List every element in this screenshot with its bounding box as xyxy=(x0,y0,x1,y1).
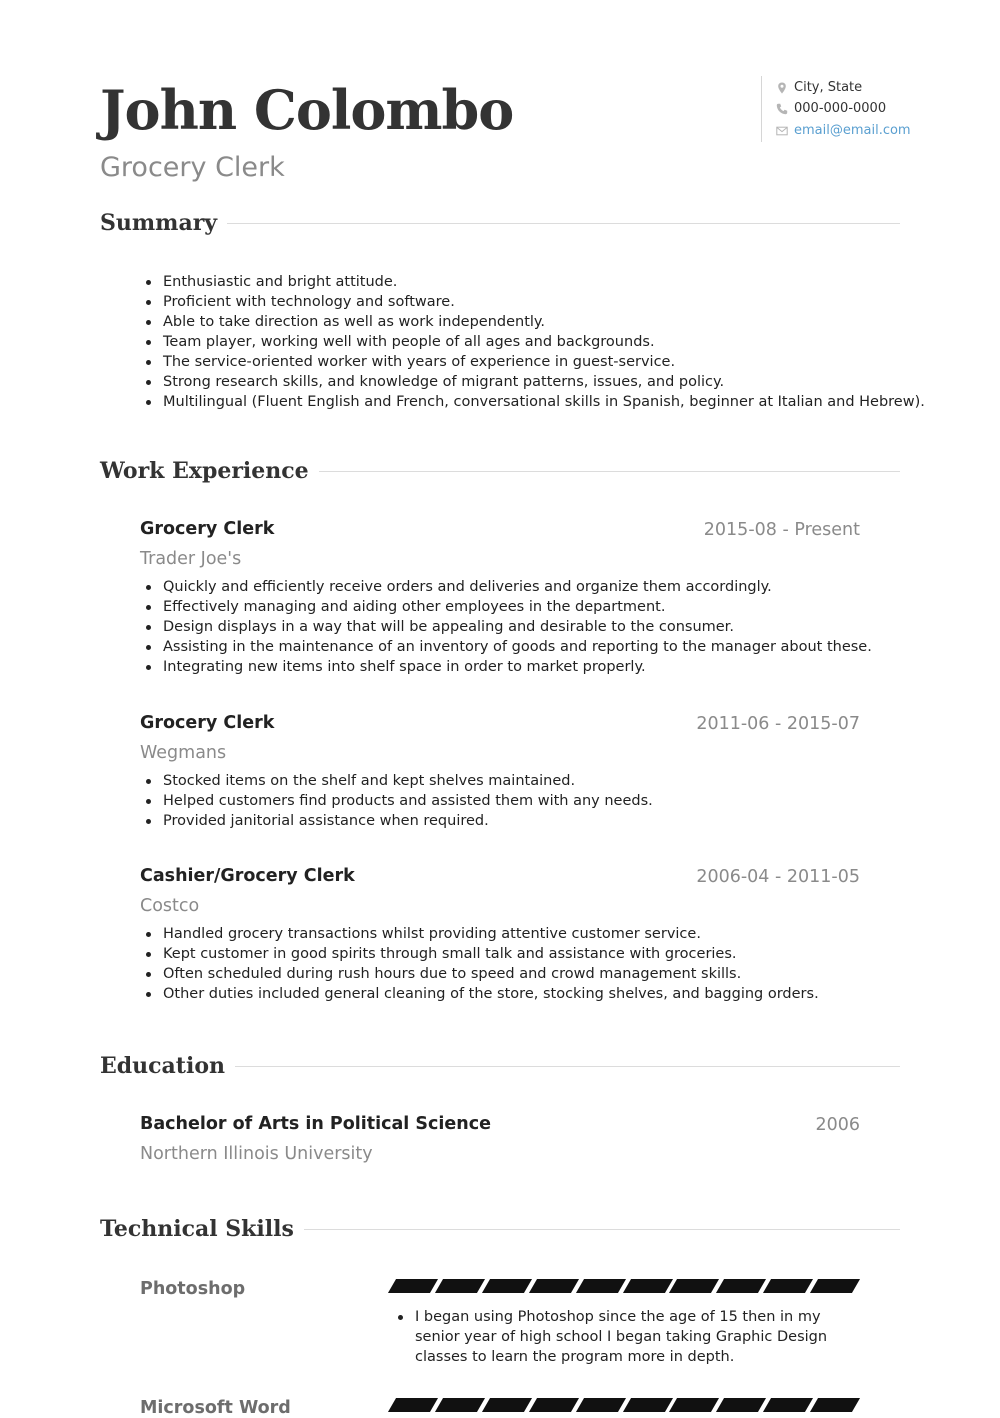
phone-icon xyxy=(776,103,788,115)
skills-section-heading xyxy=(100,1214,900,1244)
education-section-heading xyxy=(100,1051,900,1081)
job-entry xyxy=(140,519,872,679)
skill-name: Photoshop xyxy=(140,1279,246,1299)
job-bullet: Helped customers find products and assisted them with any needs. xyxy=(140,791,653,811)
skill-level-segment xyxy=(810,1279,860,1293)
job-dates: 2006-04 - 2011-05 xyxy=(696,867,860,887)
job-bullet: Often scheduled during rush hours due to speed and crowd management skills. xyxy=(140,964,819,984)
summary-list xyxy=(140,272,925,412)
school-name: Northern Illinois University xyxy=(140,1144,373,1164)
section-title: Education xyxy=(100,1051,235,1081)
job-bullet: Integrating new items into shelf space in order to market properly. xyxy=(140,657,872,677)
job-company: Costco xyxy=(140,896,200,916)
skill-level-segment xyxy=(622,1279,672,1293)
skill-bullet: I began using Photoshop since the age of 15 then in my senior year of high school I began taking Graphic Design classes to learn the program more in depth. xyxy=(392,1307,865,1367)
job-company: Wegmans xyxy=(140,743,227,763)
job-bullet: Kept customer in good spirits through small talk and assistance with groceries. xyxy=(140,944,819,964)
skill-name: Microsoft Word xyxy=(140,1398,291,1418)
job-bullet: Effectively managing and aiding other employees in the department. xyxy=(140,597,872,617)
skill-entry xyxy=(140,1398,860,1418)
skill-level-segment xyxy=(388,1279,438,1293)
education-entry xyxy=(140,1114,860,1174)
summary-item: Able to take direction as well as work independently. xyxy=(140,312,925,332)
skill-level-segment xyxy=(716,1279,766,1293)
skill-level-segment xyxy=(482,1279,532,1293)
candidate-title: Grocery Clerk xyxy=(100,152,285,183)
skill-bullets xyxy=(392,1307,865,1367)
skill-level-segment xyxy=(435,1279,485,1293)
job-entry xyxy=(140,866,860,1006)
job-bullet: Stocked items on the shelf and kept shelves maintained. xyxy=(140,771,653,791)
skill-entry xyxy=(140,1279,860,1369)
contact-block xyxy=(761,76,911,142)
job-dates: 2015-08 - Present xyxy=(703,520,860,540)
section-title: Work Experience xyxy=(100,456,319,486)
graduation-year: 2006 xyxy=(815,1115,860,1135)
summary-section-heading xyxy=(100,208,900,238)
job-bullets xyxy=(140,577,872,677)
skill-level-segment xyxy=(529,1279,579,1293)
job-role: Grocery Clerk xyxy=(140,713,275,733)
map-pin-icon xyxy=(776,82,788,94)
location-text: City, State xyxy=(794,80,863,95)
job-bullet: Other duties included general cleaning of the store, stocking shelves, and bagging orders. xyxy=(140,984,819,1004)
job-company: Trader Joe's xyxy=(140,549,242,569)
job-bullets xyxy=(140,771,653,831)
email-link[interactable]: email@email.com xyxy=(794,123,911,138)
summary-item: Team player, working well with people of all ages and backgrounds. xyxy=(140,332,925,352)
summary-item: Proficient with technology and software. xyxy=(140,292,925,312)
skill-level-segment xyxy=(763,1279,813,1293)
job-entry xyxy=(140,713,860,833)
job-role: Grocery Clerk xyxy=(140,519,275,539)
job-bullet: Design displays in a way that will be appealing and desirable to the consumer. xyxy=(140,617,872,637)
job-dates: 2011-06 - 2015-07 xyxy=(696,714,860,734)
degree: Bachelor of Arts in Political Science xyxy=(140,1114,491,1134)
section-title: Technical Skills xyxy=(100,1214,304,1244)
skill-level-segment xyxy=(576,1279,626,1293)
work-section-heading xyxy=(100,456,900,486)
section-title: Summary xyxy=(100,208,227,238)
summary-item: Enthusiastic and bright attitude. xyxy=(140,272,925,292)
skill-level-bar xyxy=(392,1279,856,1293)
job-role: Cashier/Grocery Clerk xyxy=(140,866,355,886)
job-bullet: Assisting in the maintenance of an inventory of goods and reporting to the manager about these. xyxy=(140,637,872,657)
job-bullets xyxy=(140,924,819,1004)
summary-item: Multilingual (Fluent English and French, conversational skills in Spanish, beginner at Italian and Hebrew). xyxy=(140,392,925,412)
envelope-icon xyxy=(776,125,788,137)
candidate-name: John Colombo xyxy=(100,78,514,142)
job-bullet: Quickly and efficiently receive orders and deliveries and organize them accordingly. xyxy=(140,577,872,597)
summary-item: The service-oriented worker with years of experience in guest-service. xyxy=(140,352,925,372)
skill-level-segment xyxy=(669,1279,719,1293)
job-bullet: Handled grocery transactions whilst providing attentive customer service. xyxy=(140,924,819,944)
job-bullet: Provided janitorial assistance when required. xyxy=(140,811,653,831)
summary-item: Strong research skills, and knowledge of migrant patterns, issues, and policy. xyxy=(140,372,925,392)
phone-text: 000-000-0000 xyxy=(794,101,887,116)
